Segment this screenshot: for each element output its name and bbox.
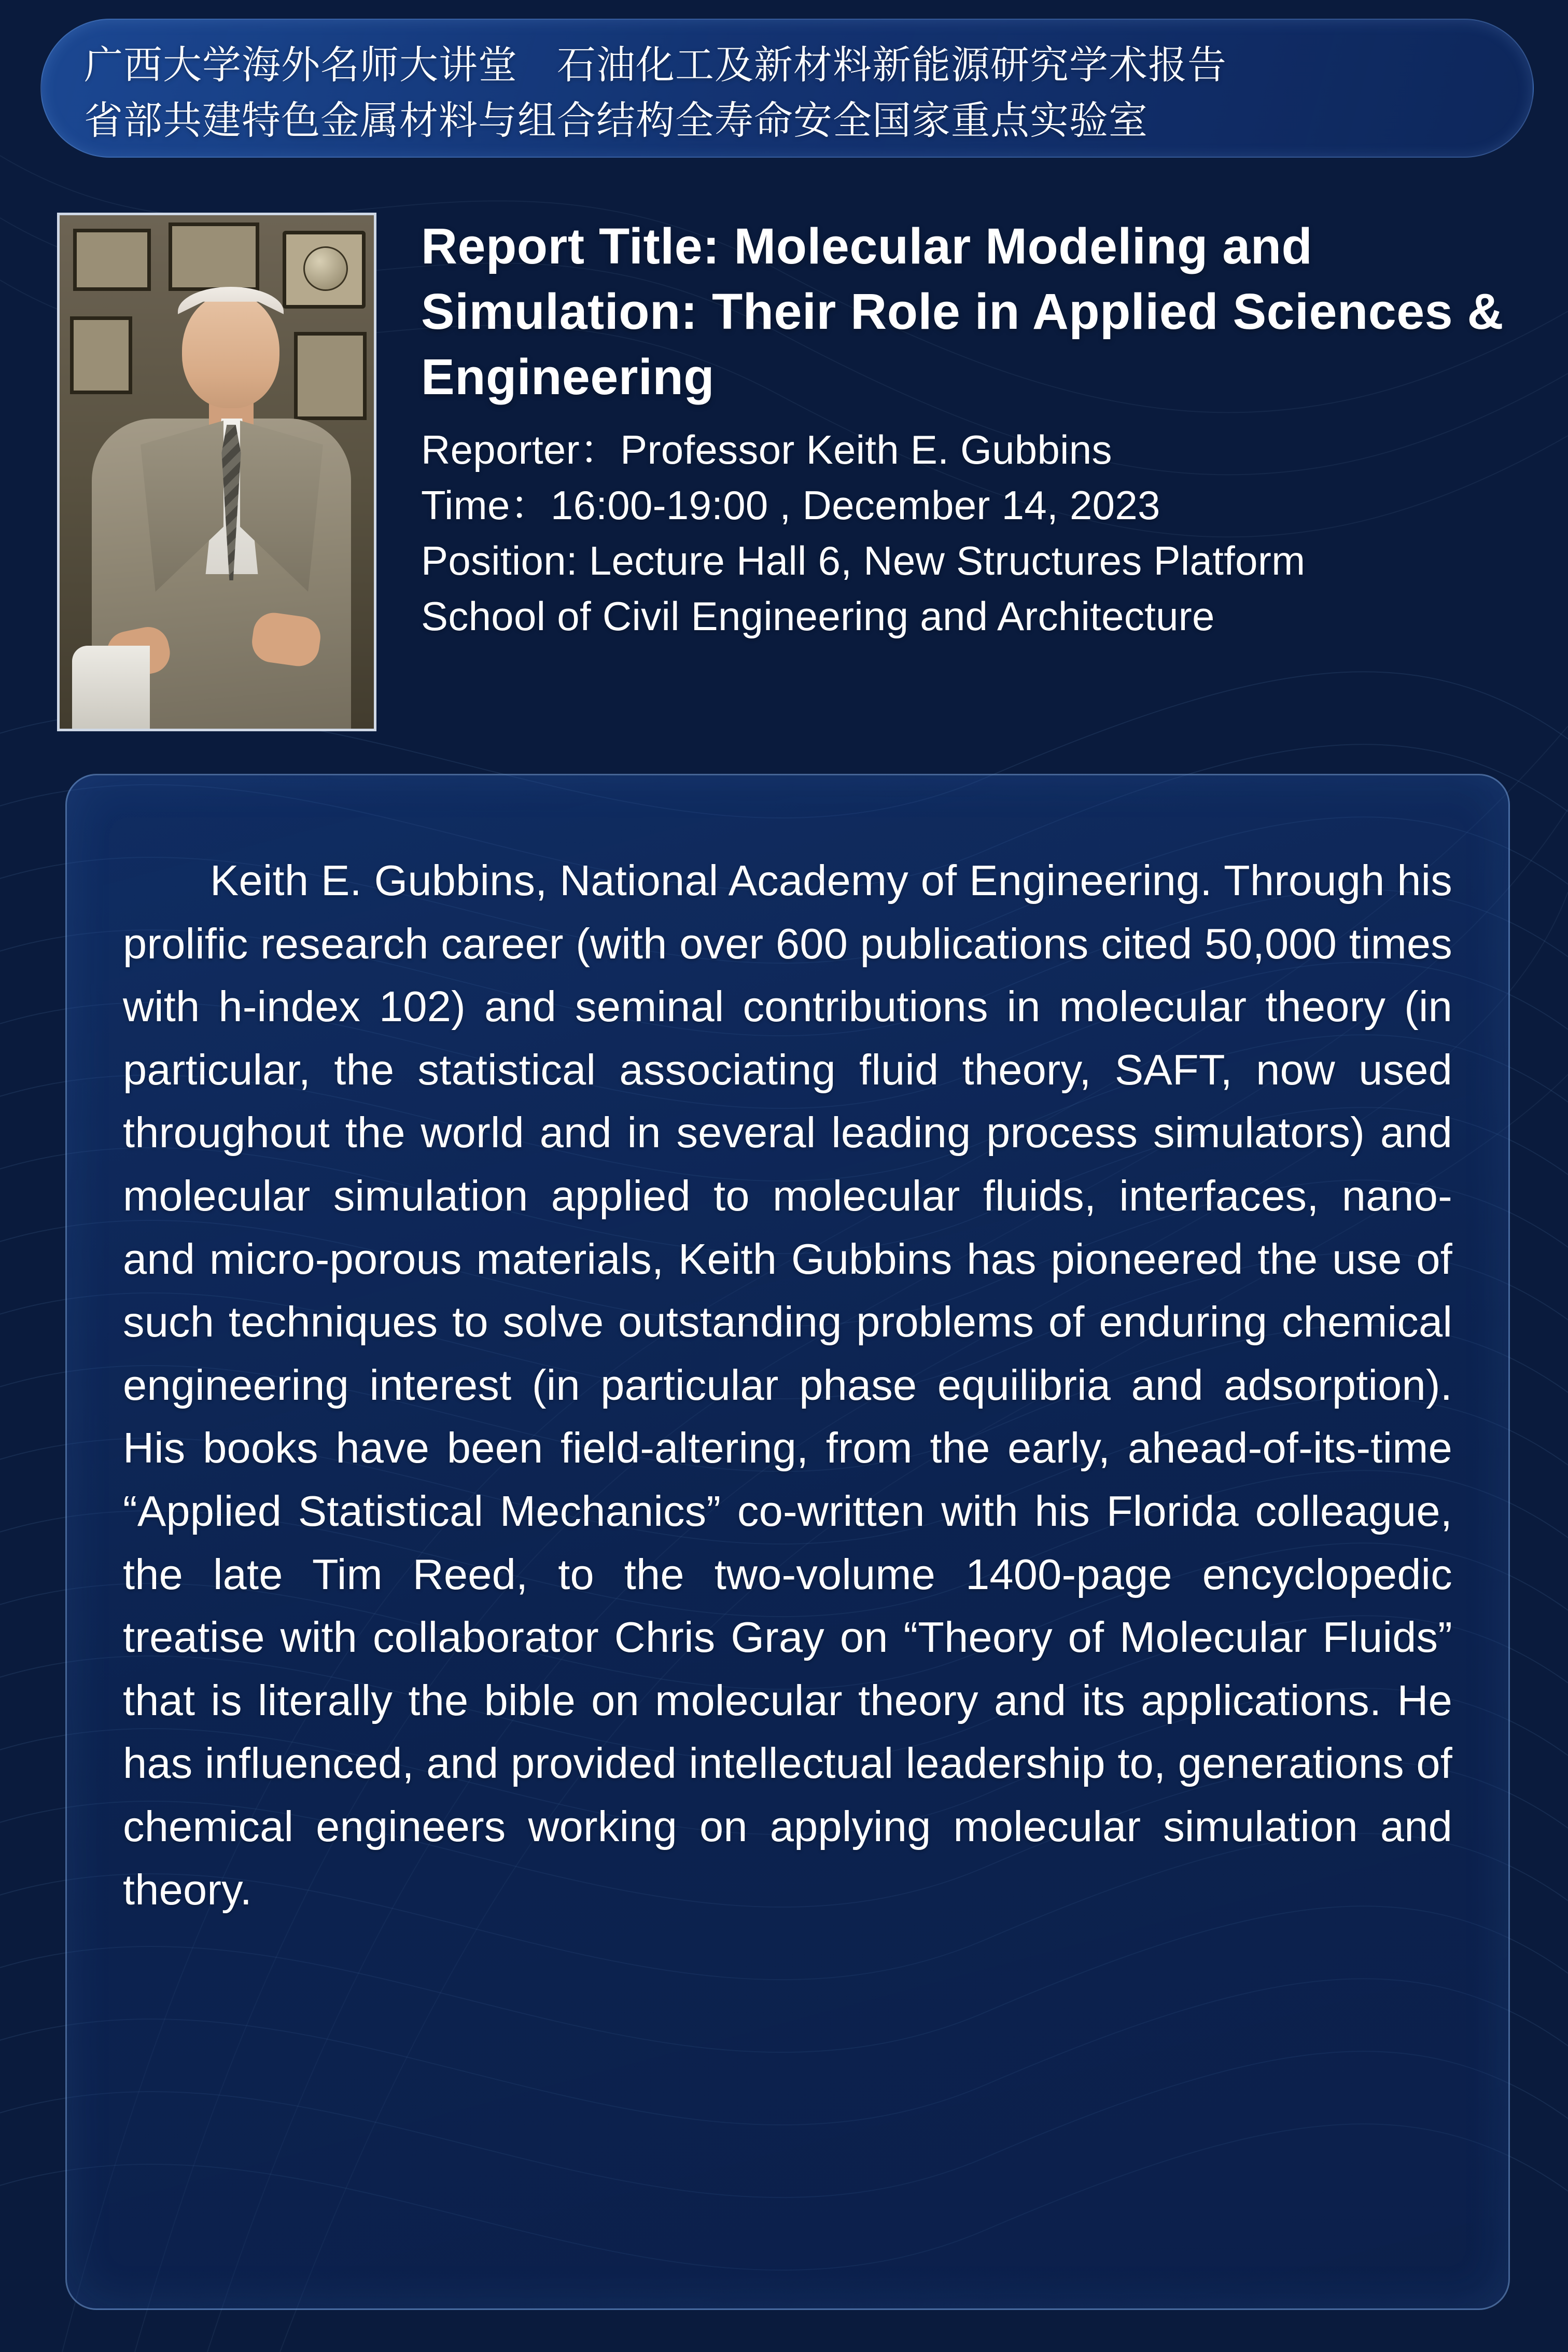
report-details — [421, 213, 1524, 731]
school-line: School of Civil Engineering and Architecture — [421, 593, 1215, 639]
biography-text: Keith E. Gubbins, National Academy of Engineering. Through his prolific research career (with over 600 publications cited 50,000 times with h-index 102) and seminal contributions in molecular theory (in particular, the statistical associating fluid theory, SAFT, now used throughout the world and in several leading process simulators) and molecular simulation applied to molecular fluids, interfaces, nano- and micro-porous materials, Keith Gubbins has pioneered the use of such techniques to solve outstanding problems of enduring chemical engineering interest (in particular phase equilibria and adsorption). His books have been field-altering, from the early, ahead-of-its-time “Applied Statistical Mechanics” co-written with his Florida colleague, the late Tim Reed, to the two-volume 1400-page encyclopedic treatise with collaborator Chris Gray on “Theory of Molecular Fluids” that is literally the bible on molecular theory and its applications. He has influenced, and provided intellectual leadership to, generations of chemical engineers working on applying molecular simulation and theory. — [123, 856, 1452, 1914]
position-line: Position: Lecture Hall 6, New Structures Platform — [421, 538, 1306, 583]
header-banner — [40, 19, 1534, 158]
time-line: Time：16:00-19:00 , December 14, 2023 — [421, 482, 1160, 528]
reporter-line: Reporter：Professor Keith E. Gubbins — [421, 427, 1112, 473]
banner-line-2: 省部共建特色金属材料与组合结构全寿命安全国家重点实验室 — [84, 98, 1149, 142]
speaker-portrait — [57, 213, 376, 731]
report-info-section — [57, 213, 1524, 731]
banner-line-1: 广西大学海外名师大讲堂 石油化工及新材料新能源研究学术报告 — [84, 43, 1227, 87]
biography-panel — [65, 774, 1510, 2310]
report-title: Report Title: Molecular Modeling and Simulation: Their Role in Applied Sciences & Engineering — [421, 218, 1504, 406]
